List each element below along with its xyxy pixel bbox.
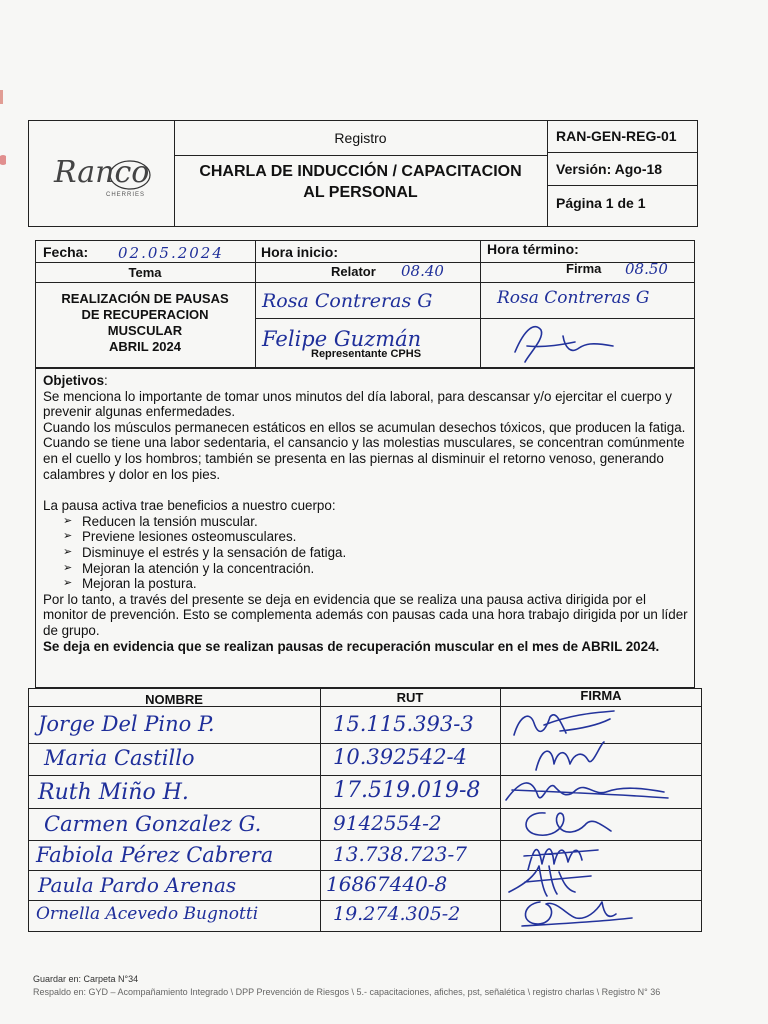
benefits-list: [63, 514, 688, 592]
attendee-rut: 17.519.019-8: [333, 778, 481, 803]
objetivos-paragraph-3: Cuando se tiene una labor sedentaria, el cansancio y las molestias musculares, se concentran comúnmente en el cuello y los hombros; también se presenta en las piernas al disminuir el retorno venoso, generando calambres y dolor en los pies.: [43, 435, 685, 482]
fecha-label: Fecha:: [43, 244, 89, 260]
company-logo: [50, 150, 162, 200]
document-page: Página 1 de 1: [556, 195, 646, 211]
list-item: ➢ Mejoran la postura.: [63, 576, 688, 592]
column-header-nombre: NOMBRE: [145, 692, 203, 707]
objetivos-label: Objetivos: [43, 373, 105, 388]
column-header-rut: RUT: [396, 690, 424, 705]
list-item: ➢ Previene lesiones osteomusculares.: [63, 529, 688, 545]
objetivos-section: Objetivos: Se menciona lo importante de tomar unos minutos del día laboral, para descansar y/o ejercitar el cuerpo y prevenir algunas enfermedades. Cuando los músculos permanecen estáticos en ellos se acumulan desechos tóxicos, que producen la fatiga. Cuando se tiene una labor sedentaria, el cansancio y las molestias musculares, se concentran comúnmente en el cuello y los hombros; también se presenta en las piernas al disminuir el retorno venoso, generando calambres y dolor en los pies. La pausa activa trae beneficios a nuestro cuerpo: ➢ Reducen la tensión muscular. ➢ Previene lesiones osteomusculares. ➢ Disminuye el estrés y la sensación de fatiga. ➢ Mejoran la atención y la concentración. ➢ Mejoran la postura. Por lo tanto, a través del presente se deja en evidencia que se realiza una pausa activa dirigida por el monitor de prevención. Esto se complementa además con pausas cada una hora trabajo dirigida por un líder de grupo. Se deja en evidencia que se realizan pausas de recuperación muscular en el mes de ABRIL 2024.: [43, 373, 688, 654]
attendee-signature: [515, 805, 615, 839]
scanner-edge: [0, 60, 6, 260]
attendee-name: Ornella Acevedo Bugnotti: [36, 904, 259, 924]
attendee-rut: 13.738.723-7: [333, 842, 467, 866]
attendee-rut: 19.274.305-2: [333, 903, 461, 925]
relator-signature: Rosa Contreras G: [497, 288, 650, 308]
footer-backup: Respaldo en: GYD – Acompañamiento Integrado \ DPP Prevención de Riesgos \ 5.- capacitaciones, afiches, pst, señalética \ registro charlas \ Registro N° 36: [33, 987, 661, 997]
hora-inicio-label: Hora inicio:: [261, 244, 339, 260]
attendee-name: Jorge Del Pino P.: [38, 712, 215, 736]
benefits-intro: La pausa activa trae beneficios a nuestro cuerpo:: [43, 498, 336, 514]
tema-label: Tema: [128, 265, 162, 280]
relator-label: Relator: [331, 264, 376, 279]
logo-subtext: CHERRIES: [106, 192, 146, 198]
list-item: ➢ Disminuye el estrés y la sensación de fatiga.: [63, 545, 688, 561]
document-title-line1: CHARLA DE INDUCCIÓN / CAPACITACION: [199, 163, 522, 180]
cphs-representative-name: Felipe Guzmán: [262, 327, 422, 351]
document-code: RAN-GEN-REG-01: [556, 128, 677, 144]
objetivos-paragraph-5: Se deja en evidencia que se realizan pausas de recuperación muscular en el mes de ABRIL 2024.: [43, 638, 660, 654]
hora-termino-value: 08.50: [625, 260, 668, 278]
logo-wordmark: Ranco: [54, 155, 150, 190]
list-item: ➢ Reducen la tensión muscular.: [63, 514, 688, 530]
hora-termino-label: Hora término:: [487, 241, 579, 257]
hora-inicio-value: 08.40: [401, 262, 444, 280]
cphs-signature: [505, 318, 615, 366]
attendee-rut: 9142554-2: [333, 811, 442, 835]
attendee-rut: 10.392542-4: [333, 745, 468, 769]
list-item: ➢ Mejoran la atención y la concentración.: [63, 561, 688, 577]
attendee-name: Maria Castillo: [44, 746, 195, 770]
attendee-rut: 15.115.393-3: [333, 712, 474, 736]
attendee-name: Paula Pardo Arenas: [38, 873, 237, 897]
firma-header-label: Firma: [566, 261, 602, 276]
attendee-rut: 16867440-8: [326, 872, 448, 896]
objetivos-paragraph-1: Se menciona lo importante de tomar unos minutos del día laboral, para descansar y/o ejercitar el cuerpo y prevenir algunas enfermedades.: [43, 388, 672, 420]
document-version: Versión: Ago-18: [556, 161, 663, 177]
column-header-firma: FIRMA: [580, 688, 622, 703]
cphs-label: Representante CPHS: [311, 348, 422, 360]
attendee-signature: [510, 705, 620, 745]
tema-value: REALIZACIÓN DE PAUSAS DE RECUPERACION MUSCULAR ABRIL 2024: [61, 291, 229, 354]
attendee-signature: [530, 740, 610, 776]
attendee-signature: [516, 892, 636, 930]
document-title-line2: AL PERSONAL: [303, 184, 418, 201]
fecha-value: 02.05.2024: [118, 244, 224, 262]
attendee-name: Ruth Miño H.: [38, 780, 189, 805]
attendee-name: Carmen Gonzalez G.: [44, 812, 262, 836]
objetivos-paragraph-2: Cuando los músculos permanecen estáticos en ellos se acumulan desechos tóxicos, que producen la fatiga.: [43, 419, 686, 435]
registro-label: Registro: [334, 130, 387, 146]
objetivos-paragraph-4: Por lo tanto, a través del presente se deja en evidencia que se realiza una pausa activa dirigida por el monitor de prevención. Esto se complementa además con pausas cada una hora trabajo dirigida por un líder de grupo.: [43, 591, 688, 638]
footer-storage: Guardar en: Carpeta N°34: [33, 974, 139, 984]
relator-name: Rosa Contreras G: [262, 290, 433, 312]
attendee-name: Fabiola Pérez Cabrera: [36, 843, 274, 867]
